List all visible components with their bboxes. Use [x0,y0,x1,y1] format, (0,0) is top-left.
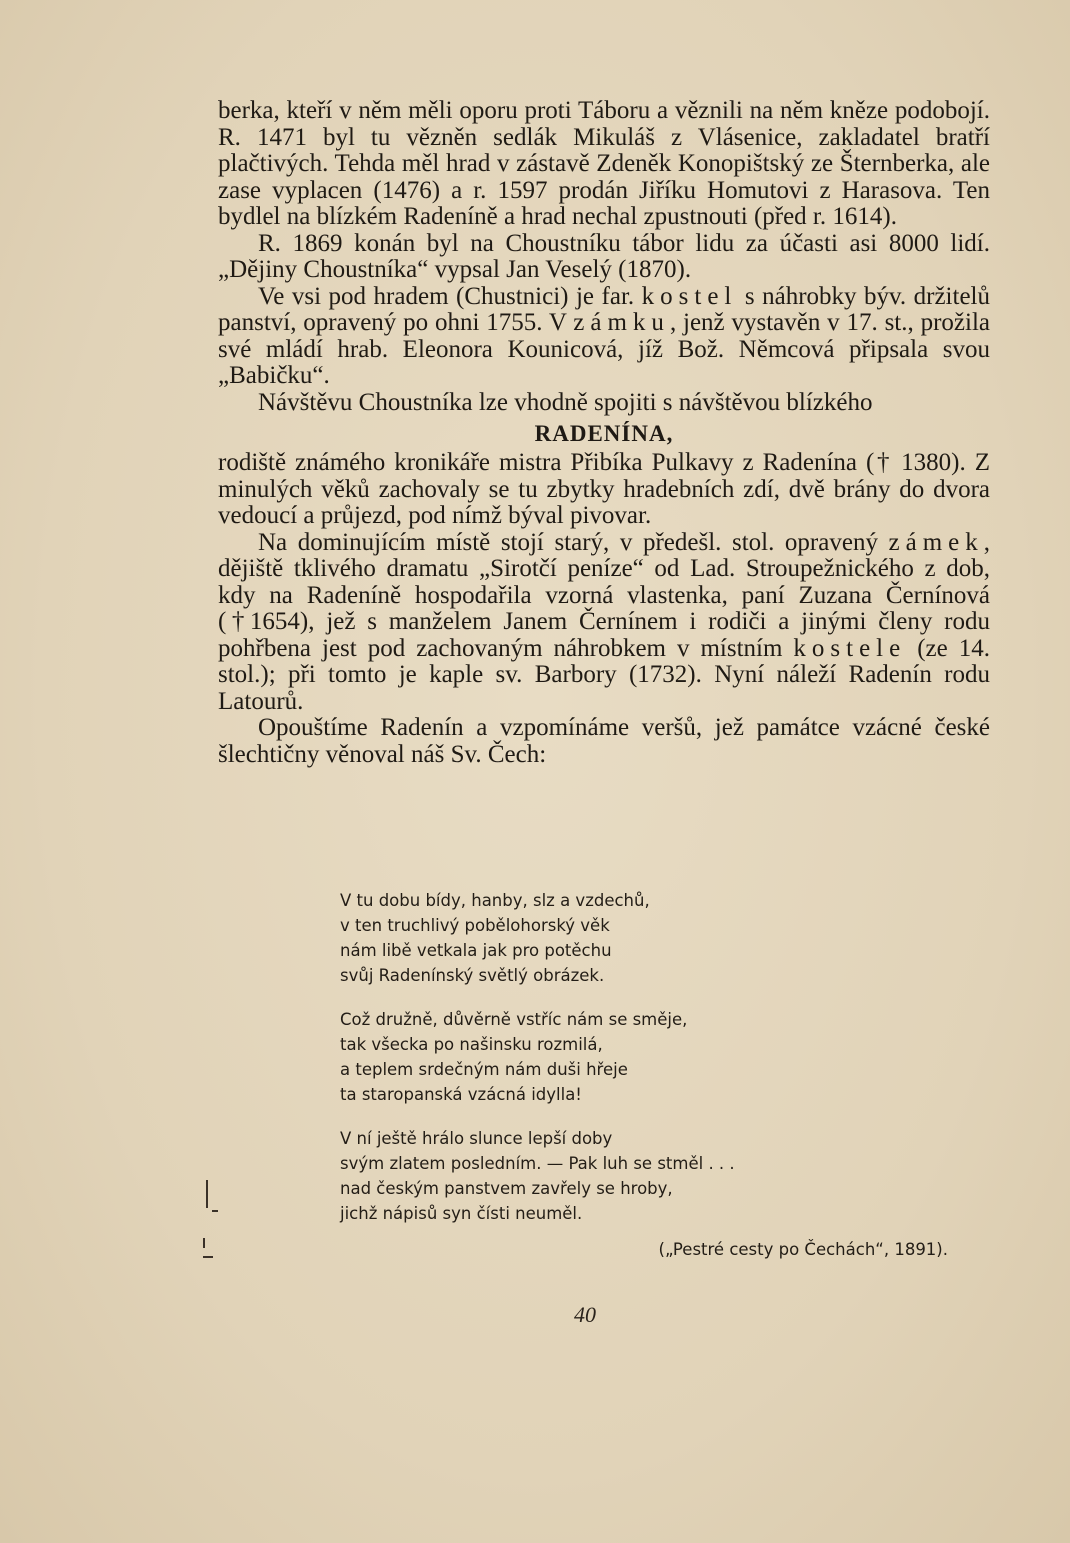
poem-stanza [340,1007,960,1107]
margin-ink-mark [212,1210,218,1212]
poem-line: tak všecka po našinsku rozmilá, [340,1035,603,1054]
paragraph-text: s náhrobky býv. držitelů panství, opravený po ohni 1755. V [218,282,990,336]
margin-ink-mark [203,1256,213,1258]
margin-ink-mark [203,1238,205,1248]
paragraph-text: , jenž vystavěn v 17. st., prožila své mládí hrab. Eleonora Kounicová, jíž Bož. Němcová připsala svou „Babičku“. [218,309,990,389]
paragraphs-after-heading [218,450,990,768]
poem-line: svým zlatem posledním. — Pak luh se stměl . . . [340,1154,735,1173]
poem-citation: („Pestré cesty po Čechách“, 1891). [658,1240,948,1259]
emphasized-word: zámku [573,309,670,336]
paragraph-text: R. 1869 konán byl na Choustníku tábor lidu za účasti asi 8000 lidí. „Dějiny Choustníka“ vypsal Jan Veselý (1870). [218,229,990,283]
paragraph-text: Opouštíme Radenín a vzpomínáme veršů, jež památce vzácné české šlechtičny věnoval náš Sv. Čech: [218,714,990,768]
paragraph [218,98,990,231]
poem-line: v ten truchlivý pobělohorský věk [340,916,610,935]
paragraph-text: Návštěvu Choustníka lze vhodně spojiti s návštěvou blízkého [258,388,873,416]
emphasized-word: kostele [793,634,907,662]
margin-ink-mark [206,1180,208,1208]
main-text [218,98,990,768]
poem-line: ta staropanská vzácná idylla! [340,1085,582,1104]
paragraph [218,530,990,716]
paragraph-text: Ve vsi pod hradem (Chustnici) je far. [258,282,642,310]
paragraph [218,715,990,768]
paragraph-text: , dějiště tklivého dramatu „Sirotčí peníze“ od Lad. Stroupežnického z dob, kdy na Radeníně hospodařila vzorná vlastenka, paní Zuzana Černínová (†1654), jež s manželem Janem Černínem i rodiči a jinými členy rodu pohřbena jest pod zachovaným náhrobkem v místním [218,528,990,662]
poem-stanza [340,1126,960,1226]
poem [340,888,960,1262]
poem-line: svůj Radenínský světlý obrázek. [340,966,605,985]
paragraph [218,231,990,284]
paragraph-text: Na dominujícím místě stojí starý, v předešl. stol. opravený [258,528,889,556]
poem-line: V ní ještě hrálo slunce lepší doby [340,1129,613,1148]
poem-line: jichž nápisů syn čísti neuměl. [340,1204,583,1223]
paragraph [218,390,990,417]
section-heading: RADENÍNA, [534,421,674,446]
paragraph-text: rodiště známého kronikáře mistra Přibíka Pulkavy z Radenína († 1380). Z minulých věků zachovaly se tu zbytky hradebních zdí, dvě brány do dvora vedoucí a průjezd, pod nímž býval pivovar. [218,449,990,529]
poem-line: nad českým panstvem zavřely se hroby, [340,1179,673,1198]
poem-stanza [340,888,960,988]
poem-line: Což družně, důvěrně vstříc nám se směje, [340,1010,688,1029]
emphasized-word: zámek [888,528,984,556]
paragraph [218,450,990,530]
poem-stanzas [340,888,960,1226]
poem-line: V tu dobu bídy, hanby, slz a vzdechů, [340,891,650,910]
page-number: 40 [574,1302,596,1327]
paragraph-text: (ze 14. stol.); při tomto je kaple sv. Barbory (1732). Nyní náleží Radenín rodu Latourů. [218,634,990,715]
paragraph [218,284,990,390]
poem-line: a teplem srdečným nám duši hřeje [340,1060,628,1079]
paragraph-text: berka, kteří v něm měli oporu proti Táboru a věznili na něm kněze podobojí. R. 1471 byl tu vězněn sedlák Mikuláš z Vlásenice, zakladatel bratří plačtivých. Tehda měl hrad v zástavě Zdeněk Konopištský ze Šternberka, ale zase vyplacen (1476) a r. 1597 prodán Jiříku Homutovi z Harasova. Ten bydlel na blízkém Radeníně a hrad nechal zpustnouti (před r. 1614). [218,97,990,230]
emphasized-word: kostel [641,282,738,310]
paragraphs-before-heading [218,98,990,416]
poem-line: nám libě vetkala jak pro potěchu [340,941,612,960]
